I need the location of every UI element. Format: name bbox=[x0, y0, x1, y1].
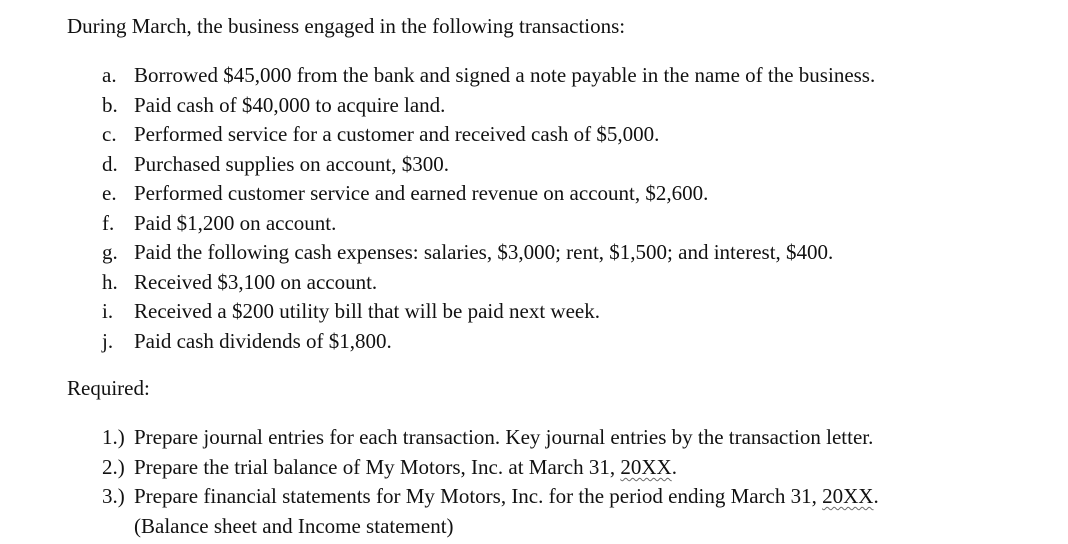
item-number: 1.) bbox=[102, 425, 125, 449]
item-text: Received $3,100 on account. bbox=[134, 270, 378, 294]
item-text bbox=[134, 484, 879, 509]
item-letter: e. bbox=[102, 181, 117, 205]
item-letter: g. bbox=[102, 240, 118, 264]
item-text-main: Prepare the trial balance of My Motors, Inc. at March 31, bbox=[134, 455, 621, 479]
item-text: Paid $1,200 on account. bbox=[134, 211, 337, 235]
item-text: Purchased supplies on account, $300. bbox=[134, 152, 449, 176]
item-letter: b. bbox=[102, 93, 118, 117]
item-text-end: . bbox=[873, 484, 879, 508]
item-letter: c. bbox=[102, 122, 117, 146]
item-text: Borrowed $45,000 from the bank and signed a note payable in the name of the business. bbox=[134, 63, 876, 87]
list-item-continuation: (Balance sheet and Income statement) bbox=[134, 514, 454, 538]
item-letter: h. bbox=[102, 270, 118, 294]
spellcheck-year: 20XX bbox=[822, 484, 874, 508]
item-text: Received a $200 utility bill that will be paid next week. bbox=[134, 299, 600, 323]
item-text-end: . bbox=[671, 455, 677, 479]
item-text: Paid cash of $40,000 to acquire land. bbox=[134, 93, 446, 117]
spellcheck-year: 20XX bbox=[620, 455, 672, 479]
item-text: Performed service for a customer and received cash of $5,000. bbox=[134, 122, 660, 146]
item-number: 3.) bbox=[102, 484, 125, 508]
item-text-main: Prepare financial statements for My Motors, Inc. for the period ending March 31, bbox=[134, 484, 823, 508]
item-text: Paid cash dividends of $1,800. bbox=[134, 329, 392, 353]
item-letter: i. bbox=[102, 299, 114, 323]
required-heading: Required: bbox=[67, 376, 150, 400]
item-text: Prepare journal entries for each transaction. Key journal entries by the transaction letter. bbox=[134, 425, 874, 449]
item-letter: j. bbox=[102, 329, 114, 353]
item-text bbox=[134, 455, 677, 480]
item-letter: d. bbox=[102, 152, 118, 176]
intro-text: During March, the business engaged in the following transactions: bbox=[67, 14, 626, 38]
item-letter: a. bbox=[102, 63, 117, 87]
item-text: Paid the following cash expenses: salaries, $3,000; rent, $1,500; and interest, $400. bbox=[134, 240, 834, 264]
item-number: 2.) bbox=[102, 455, 125, 479]
item-letter: f. bbox=[102, 211, 115, 235]
item-text: Performed customer service and earned revenue on account, $2,600. bbox=[134, 181, 709, 205]
